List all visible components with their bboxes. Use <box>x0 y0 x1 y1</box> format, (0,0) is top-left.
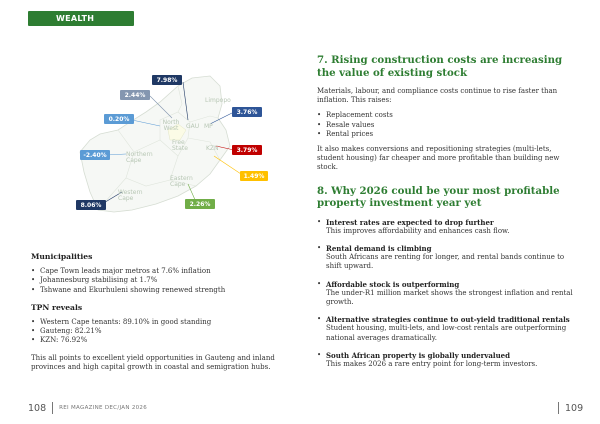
list-item: • Cape Town leads major metros at 7.6% inflation <box>31 267 297 276</box>
footer-left <box>28 402 147 414</box>
label-free-state: Free State <box>172 139 188 152</box>
list-item: • Tshwane and Ekurhuleni showing renewed strength <box>31 286 297 295</box>
label-northern-cape: Northern Cape <box>126 151 153 164</box>
callout-value: 0.20% <box>108 115 130 123</box>
list-item: • Replacement costs <box>317 111 573 120</box>
section7-outro: It also makes conversions and repositioning strategies (multi-lets, student housing) far cheaper and more profitable than building new stock. <box>317 145 560 172</box>
reason-item <box>317 315 573 343</box>
callout-northern-cape <box>80 150 110 160</box>
callout-value: 3.79% <box>236 146 258 154</box>
page-number-left: 108 <box>28 402 47 414</box>
section-tab-wealth: WEALTH <box>28 11 134 26</box>
list-item: • Western Cape tenants: 89.10% in good standing <box>31 318 297 327</box>
label-north-west: North West <box>162 119 180 132</box>
reason-title: • Alternative strategies continue to out-yield traditional rentals <box>326 315 570 325</box>
callout-value: 2.26% <box>189 200 211 208</box>
label-western-cape: Western Cape <box>118 189 143 202</box>
label-kzn: KZN <box>206 145 219 152</box>
callout-limpopo <box>152 75 182 85</box>
section8-heading: 8. Why 2026 could be your most profitable property investment year yet <box>317 184 560 210</box>
callout-mpumalanga <box>232 107 262 117</box>
closing-paragraph: This all points to excellent yield opportunities in Gauteng and inland provinces and high capital growth in coastal and semigration hubs. <box>31 353 275 371</box>
section7-intro: Materials, labour, and compliance costs continue to rise faster than inflation. This raises: <box>317 87 558 105</box>
reason-title: • Interest rates are expected to drop further <box>326 217 494 227</box>
right-column <box>317 54 573 377</box>
list-item: • KZN: 76.92% <box>31 336 297 345</box>
callout-value: -2.40% <box>83 151 107 159</box>
reason-title: • Affordable stock is outperforming <box>326 279 460 289</box>
reason-desc: Student housing, multi-lets, and low-cost rentals are outperforming national averages dramatically. <box>326 324 567 342</box>
municipalities-list <box>31 267 297 295</box>
reason-title: • Rental demand is climbing <box>326 244 432 254</box>
callout-free-state <box>240 171 268 181</box>
callout-eastern-cape <box>185 199 215 209</box>
reason-item <box>317 244 573 272</box>
page-number-right: 109 <box>565 402 584 414</box>
reason-item <box>317 351 573 369</box>
list-item: • Gauteng: 82.21% <box>31 327 297 336</box>
reason-desc: The under-R1 million market shows the strongest inflation and rental growth. <box>326 288 573 307</box>
callout-value: 2.44% <box>124 91 146 99</box>
tpn-list <box>31 318 297 346</box>
callout-value: 8.06% <box>80 201 102 209</box>
section7-list <box>317 111 573 139</box>
callout-western-cape <box>76 200 106 210</box>
left-column <box>31 252 297 372</box>
province-map <box>60 60 270 230</box>
list-item: • Resale values <box>317 121 573 130</box>
footer-right <box>552 402 583 414</box>
callout-north-west <box>120 90 150 100</box>
reason-desc: This makes 2026 a rare entry point for long-term investors. <box>326 360 538 369</box>
list-item: • Johannesburg stabilising at 1.7% <box>31 276 297 285</box>
callout-kzn <box>232 145 262 155</box>
footer-divider <box>52 402 53 414</box>
label-gauteng: GAU <box>186 123 200 130</box>
section7-heading: 7. Rising construction costs are increasing the value of existing stock <box>317 54 563 79</box>
list-item: • Rental prices <box>317 130 573 139</box>
reason-item <box>317 280 573 308</box>
callout-value: 3.76% <box>236 108 258 116</box>
footer-divider <box>558 402 559 414</box>
callout-gauteng <box>104 114 134 124</box>
reason-item <box>317 218 573 236</box>
tpn-heading: TPN reveals <box>31 302 83 312</box>
label-eastern-cape: Eastern Cape <box>170 175 193 188</box>
label-limpopo: Limpopo <box>205 97 231 104</box>
reasons-list <box>317 218 573 370</box>
reason-title: • South African property is globally undervalued <box>326 350 511 360</box>
reason-desc: South Africans are renting for longer, and rental bands continue to shift upward. <box>326 253 565 271</box>
reason-desc: This improves affordability and enhances cash flow. <box>326 226 510 235</box>
callout-value: 7.98% <box>156 76 178 84</box>
callout-value: 1.49% <box>243 172 265 180</box>
magazine-name: REI MAGAZINE DEC/JAN 2026 <box>59 405 148 411</box>
municipalities-heading: Municipalities <box>31 252 93 261</box>
label-mpumalanga: MP <box>204 123 213 130</box>
